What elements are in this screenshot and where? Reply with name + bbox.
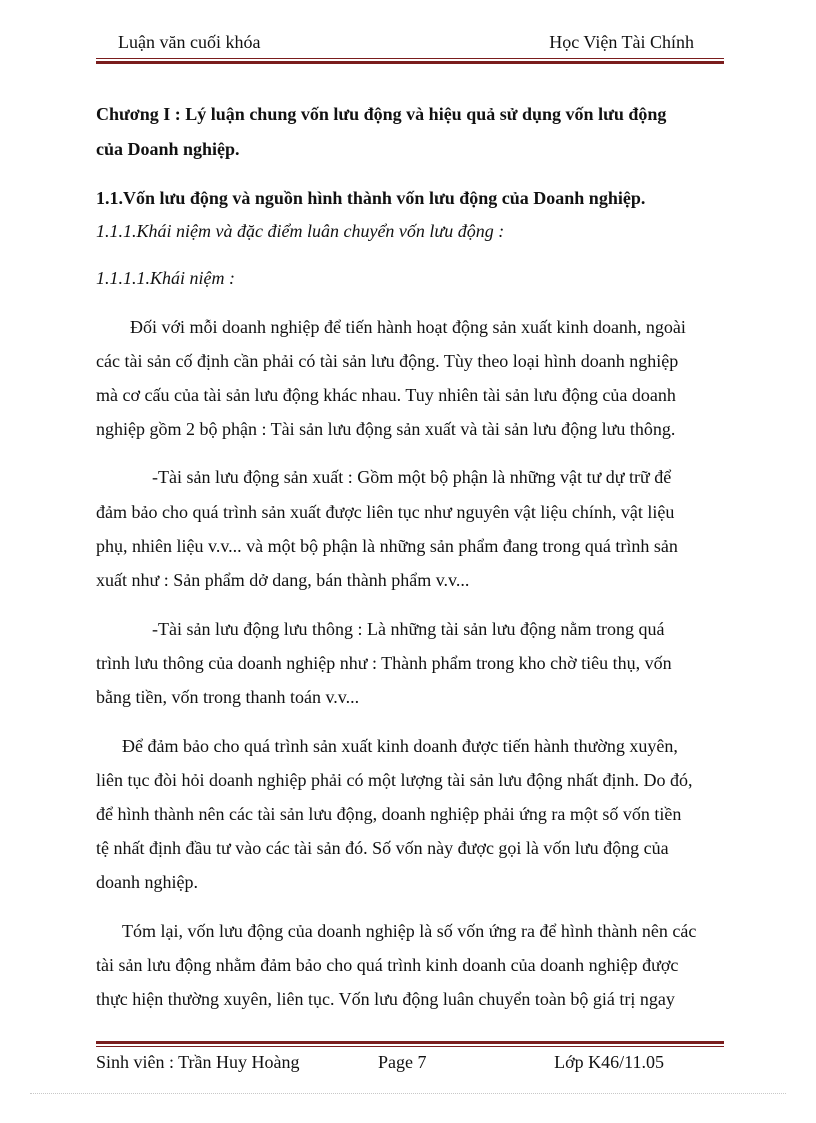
chapter-title-line-1: Chương I : Lý luận chung vốn lưu động và hiệu quả sử dụng vốn lưu động [96,104,667,124]
paragraph-1-line-3: mà cơ cấu của tài sản lưu động khác nhau. Tuy nhiên tài sản lưu động của doanh [96,385,676,405]
paragraph-3-line-2: trình lưu thông của doanh nghiệp như : Thành phẩm trong kho chờ tiêu thụ, vốn [96,653,672,673]
paragraph-2-line-4: xuất như : Sản phẩm dở dang, bán thành phẩm v.v... [96,570,470,590]
paragraph-4-line-1: Để đảm bảo cho quá trình sản xuất kinh doanh được tiến hành thường xuyên, [122,736,678,756]
section-heading-1-1: 1.1.Vốn lưu động và nguồn hình thành vốn lưu động của Doanh nghiệp. [96,188,646,208]
footer-rule-thick [96,1041,724,1044]
paragraph-3-line-1: -Tài sản lưu động lưu thông : Là những tài sản lưu động nằm trong quá [152,619,665,639]
paragraph-3-line-3: bằng tiền, vốn trong thanh toán v.v... [96,687,360,707]
header-rule-thick [96,61,724,64]
header-rule-thin [96,58,724,59]
subsection-heading-1-1-1: 1.1.1.Khái niệm và đặc điểm luân chuyển vốn lưu động : [96,221,505,241]
paragraph-4-line-4: tệ nhất định đầu tư vào các tài sản đó. Số vốn này được gọi là vốn lưu động của [96,838,669,858]
paragraph-2-line-3: phụ, nhiên liệu v.v... và một bộ phận là những sản phẩm đang trong quá trình sản [96,536,678,556]
header-right-title: Học Viện Tài Chính [549,32,694,52]
page-bottom-dotted-border [30,1093,786,1094]
subsection-heading-1-1-1-1: 1.1.1.1.Khái niệm : [96,268,235,288]
header-left-title: Luận văn cuối khóa [118,32,261,52]
paragraph-1-line-2: các tài sản cố định cần phải có tài sản lưu động. Tùy theo loại hình doanh nghiệp [96,351,679,371]
footer-student-name: Sinh viên : Trần Huy Hoàng [96,1052,300,1072]
paragraph-2-line-2: đảm bảo cho quá trình sản xuất được liên tục như nguyên vật liệu chính, vật liệu [96,502,675,522]
paragraph-2-line-1: -Tài sản lưu động sản xuất : Gồm một bộ phận là những vật tư dự trữ để [152,467,672,487]
page-header [96,30,724,60]
footer-rule-thin [96,1046,724,1047]
paragraph-1-line-4: nghiệp gồm 2 bộ phận : Tài sản lưu động sản xuất và tài sản lưu động lưu thông. [96,419,676,439]
paragraph-4-line-5: doanh nghiệp. [96,872,198,892]
paragraph-5-line-1: Tóm lại, vốn lưu động của doanh nghiệp là số vốn ứng ra để hình thành nên các [122,921,697,941]
paragraph-5-line-2: tài sản lưu động nhằm đảm bảo cho quá trình kinh doanh của doanh nghiệp được [96,955,679,975]
paragraph-4-line-2: liên tục đòi hỏi doanh nghiệp phải có một lượng tài sản lưu động nhất định. Do đó, [96,770,693,790]
footer-page-number: Page 7 [378,1052,427,1072]
paragraph-1-line-1: Đối với mỗi doanh nghiệp để tiến hành hoạt động sản xuất kinh doanh, ngoài [130,317,686,337]
footer-class-code: Lớp K46/11.05 [554,1052,664,1072]
paragraph-5-line-3: thực hiện thường xuyên, liên tục. Vốn lưu động luân chuyển toàn bộ giá trị ngay [96,989,675,1009]
chapter-title-line-2: của Doanh nghiệp. [96,139,240,159]
paragraph-4-line-3: để hình thành nên các tài sản lưu động, doanh nghiệp phải ứng ra một số vốn tiền [96,804,682,824]
page-footer [96,1050,724,1080]
